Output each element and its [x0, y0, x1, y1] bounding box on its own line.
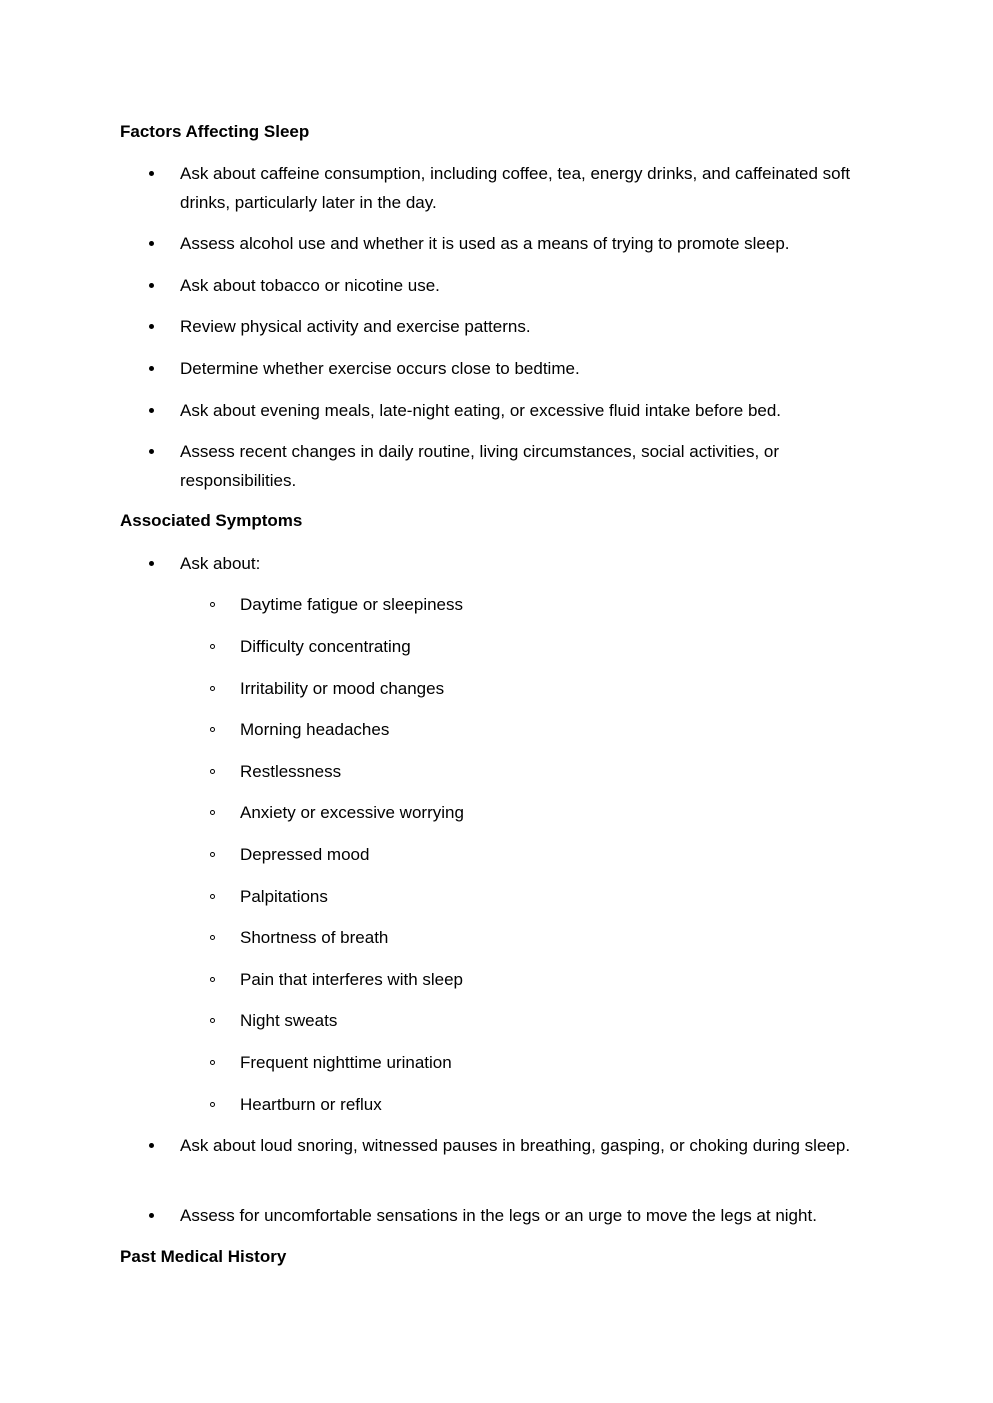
sub-list-item: Depressed mood — [240, 845, 370, 864]
list-item: Assess alcohol use and whether it is used as a means of trying to promote sleep. — [180, 234, 790, 253]
section-heading-past-medical-history: Past Medical History — [120, 1247, 287, 1266]
section-heading-factors-affecting-sleep: Factors Affecting Sleep — [120, 122, 310, 141]
sub-list-item: Shortness of breath — [240, 928, 389, 947]
list-item: Ask about evening meals, late-night eating, or excessive fluid intake before bed. — [180, 401, 782, 420]
sub-list-item: Pain that interferes with sleep — [240, 970, 464, 989]
list-item: Ask about caffeine consumption, including coffee, tea, energy drinks, and caffeinated soft drinks, particularly later in the day. — [180, 164, 851, 212]
list-item: Ask about tobacco or nicotine use. — [180, 276, 440, 295]
list-item: Assess for uncomfortable sensations in the legs or an urge to move the legs at night. — [180, 1206, 817, 1225]
section-heading-associated-symptoms: Associated Symptoms — [120, 511, 303, 530]
list-item: Assess recent changes in daily routine, living circumstances, social activities, or responsibilities. — [180, 442, 780, 490]
sub-list-item: Irritability or mood changes — [240, 679, 445, 698]
sub-list-item: Heartburn or reflux — [240, 1095, 382, 1114]
sub-list-item: Difficulty concentrating — [240, 637, 411, 656]
list-item: Determine whether exercise occurs close to bedtime. — [180, 359, 580, 378]
list-item: Review physical activity and exercise patterns. — [180, 317, 531, 336]
sub-list-item: Morning headaches — [240, 720, 390, 739]
list-item: Ask about loud snoring, witnessed pauses in breathing, gasping, or choking during sleep. — [180, 1136, 851, 1155]
sub-list-item: Palpitations — [240, 887, 328, 906]
sub-list-item: Frequent nighttime urination — [240, 1053, 452, 1072]
list-item-intro: Ask about: — [180, 554, 261, 573]
sub-list-item: Anxiety or excessive worrying — [240, 803, 464, 822]
sub-list-item: Daytime fatigue or sleepiness — [240, 595, 464, 614]
sub-list-item: Restlessness — [240, 762, 342, 781]
sub-list-item: Night sweats — [240, 1011, 338, 1030]
